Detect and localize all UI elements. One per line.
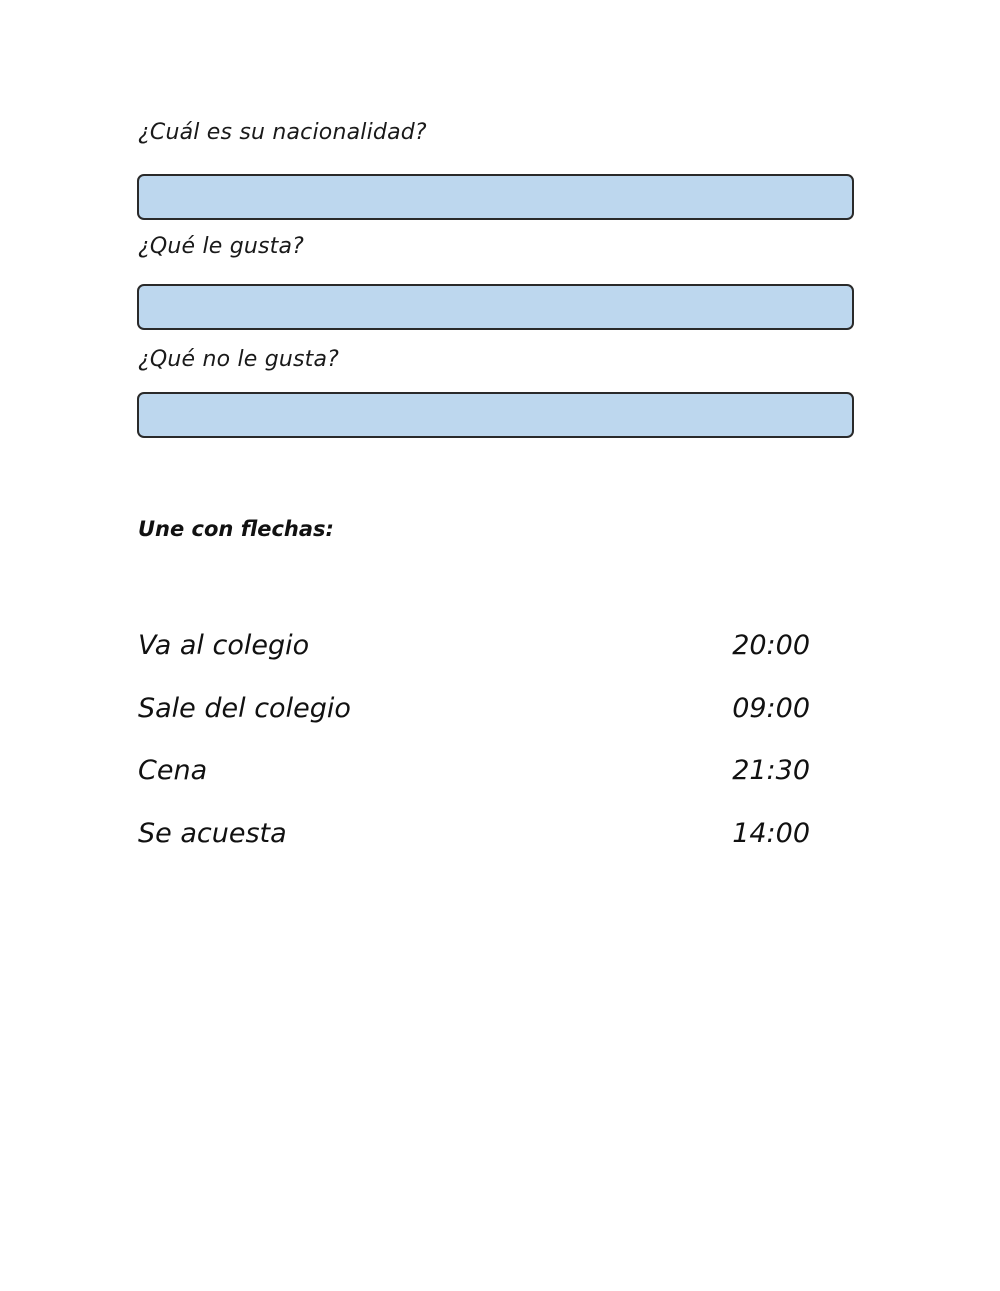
match-time[interactable]: 14:00: [732, 818, 810, 849]
answer-likes-input[interactable]: [137, 284, 854, 330]
match-activity[interactable]: Va al colegio: [138, 630, 310, 661]
question-nationality-label: ¿Cuál es su nacionalidad?: [138, 120, 427, 145]
match-time[interactable]: 21:30: [732, 755, 810, 786]
match-row: [138, 755, 810, 791]
question-dislikes-label: ¿Qué no le gusta?: [138, 347, 340, 372]
match-time[interactable]: 20:00: [732, 630, 810, 661]
match-activity[interactable]: Se acuesta: [138, 818, 287, 849]
match-row: [138, 818, 810, 854]
match-activity[interactable]: Cena: [138, 755, 208, 786]
match-row: [138, 630, 810, 666]
match-row: [138, 693, 810, 729]
question-likes-label: ¿Qué le gusta?: [138, 234, 305, 259]
matching-title: Une con flechas:: [138, 517, 334, 541]
answer-dislikes-input[interactable]: [137, 392, 854, 438]
match-activity[interactable]: Sale del colegio: [138, 693, 351, 724]
match-time[interactable]: 09:00: [732, 693, 810, 724]
answer-nationality-input[interactable]: [137, 174, 854, 220]
